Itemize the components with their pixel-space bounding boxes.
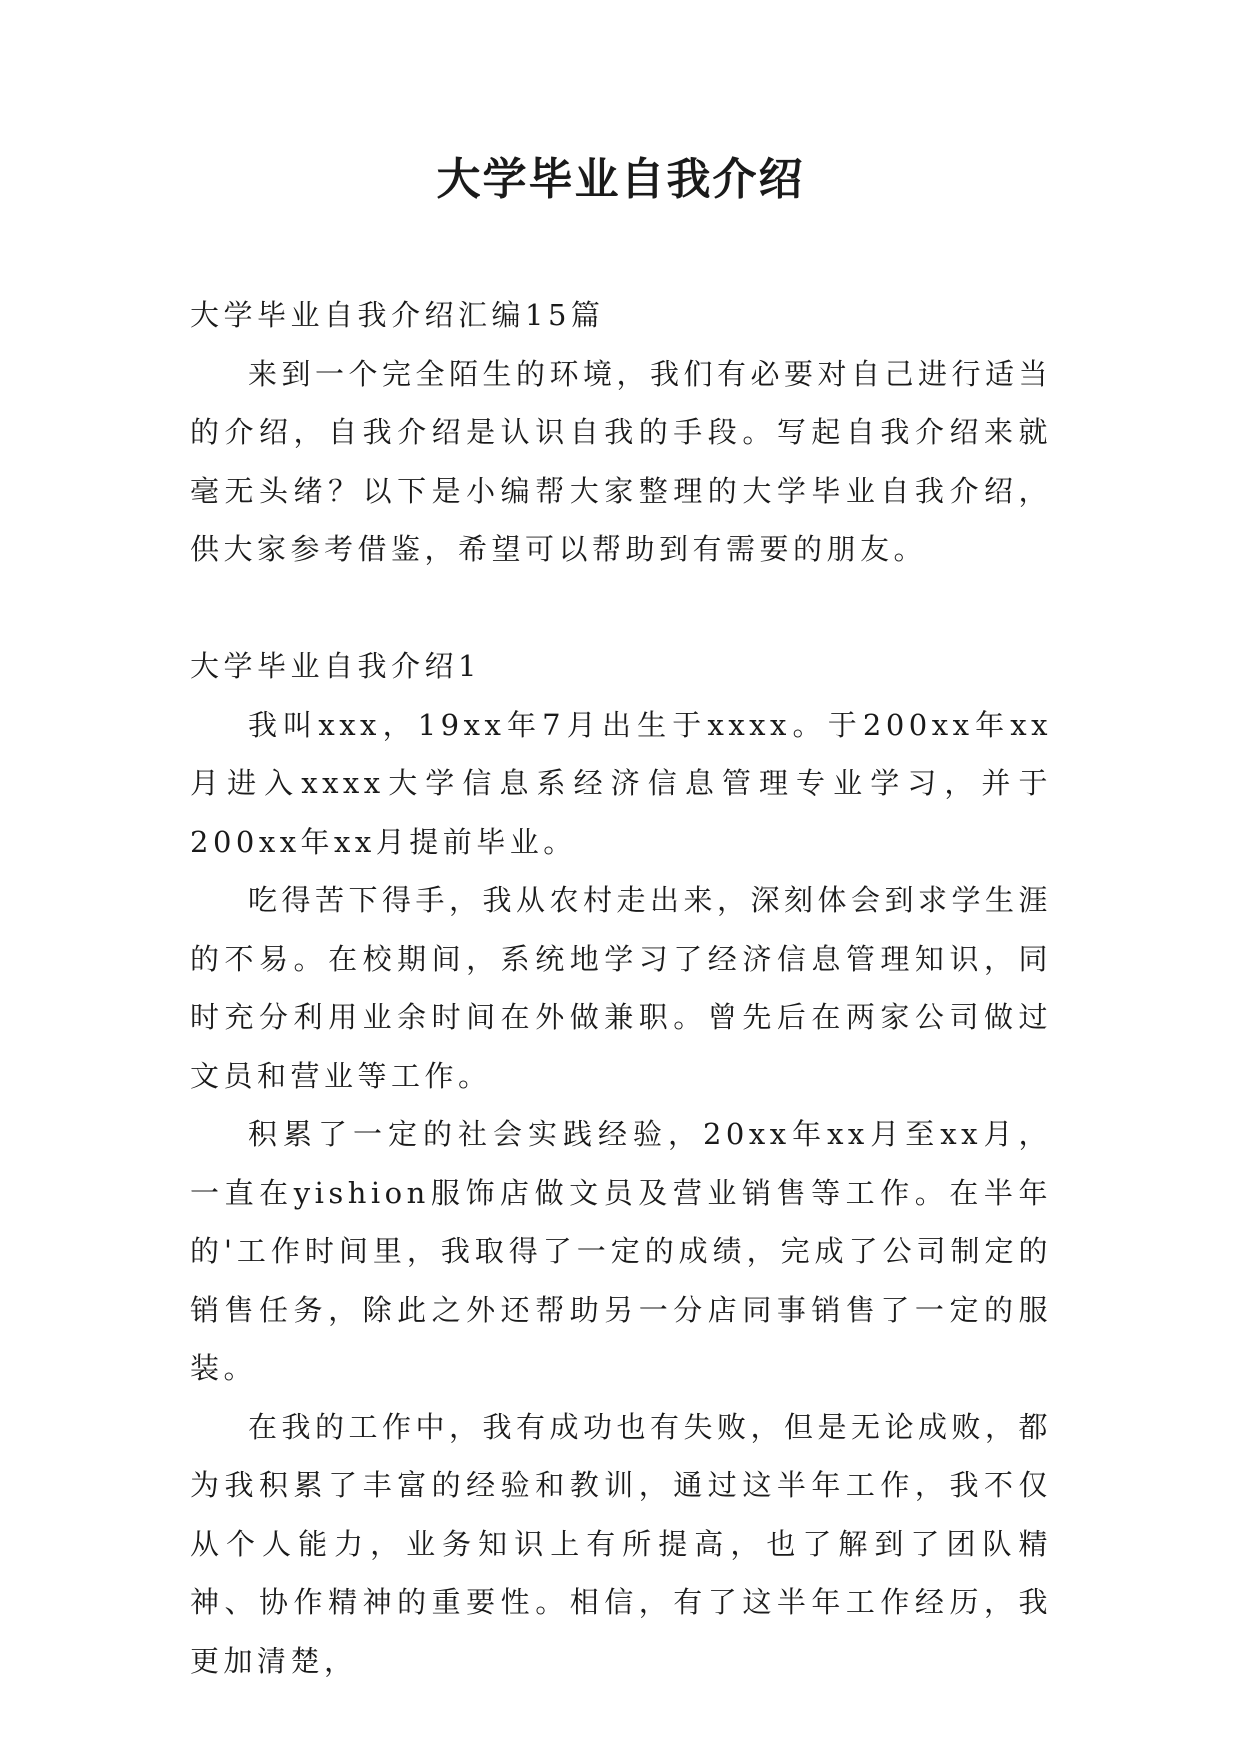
body-paragraph: 在我的工作中，我有成功也有失败，但是无论成败，都为我积累了丰富的经验和教训，通过这半年工作，我不仅从个人能力，业务知识上有所提高，也了解到了团队精神、协作精神的重要性。相信，有了这半年工作经历，我更加清楚， (190, 1409, 1053, 1678)
section-heading: 大学毕业自我介绍1 (190, 649, 481, 683)
intro-paragraph: 来到一个完全陌生的环境，我们有必要对自己进行适当的介绍，自我介绍是认识自我的手段。写起自我介绍来就毫无头绪？以下是小编帮大家整理的大学毕业自我介绍，供大家参考借鉴，希望可以帮助到有需要的朋友。 (190, 356, 1053, 566)
body-paragraph: 吃得苦下得手，我从农村走出来，深刻体会到求学生涯的不易。在校期间，系统地学习了经济信息管理知识，同时充分利用业余时间在外做兼职。曾先后在两家公司做过文员和营业等工作。 (190, 883, 1053, 1093)
body-paragraph: 积累了一定的社会实践经验，20xx年xx月至xx月，一直在yishion服饰店做文员及营业销售等工作。在半年的'工作时间里，我取得了一定的成绩，完成了公司制定的销售任务，除此之外还帮助另一分店同事销售了一定的服装。 (190, 1117, 1052, 1385)
paragraph-gap (190, 579, 1052, 638)
document-body (190, 286, 1052, 1690)
document-title: 大学毕业自我介绍 (436, 154, 805, 205)
document-subtitle: 大学毕业自我介绍汇编15篇 (190, 298, 605, 332)
body-paragraph: 我叫xxx，19xx年7月出生于xxxx。于200xx年xx月进入xxxx大学信息系经济信息管理专业学习，并于200xx年xx月提前毕业。 (190, 707, 1052, 859)
